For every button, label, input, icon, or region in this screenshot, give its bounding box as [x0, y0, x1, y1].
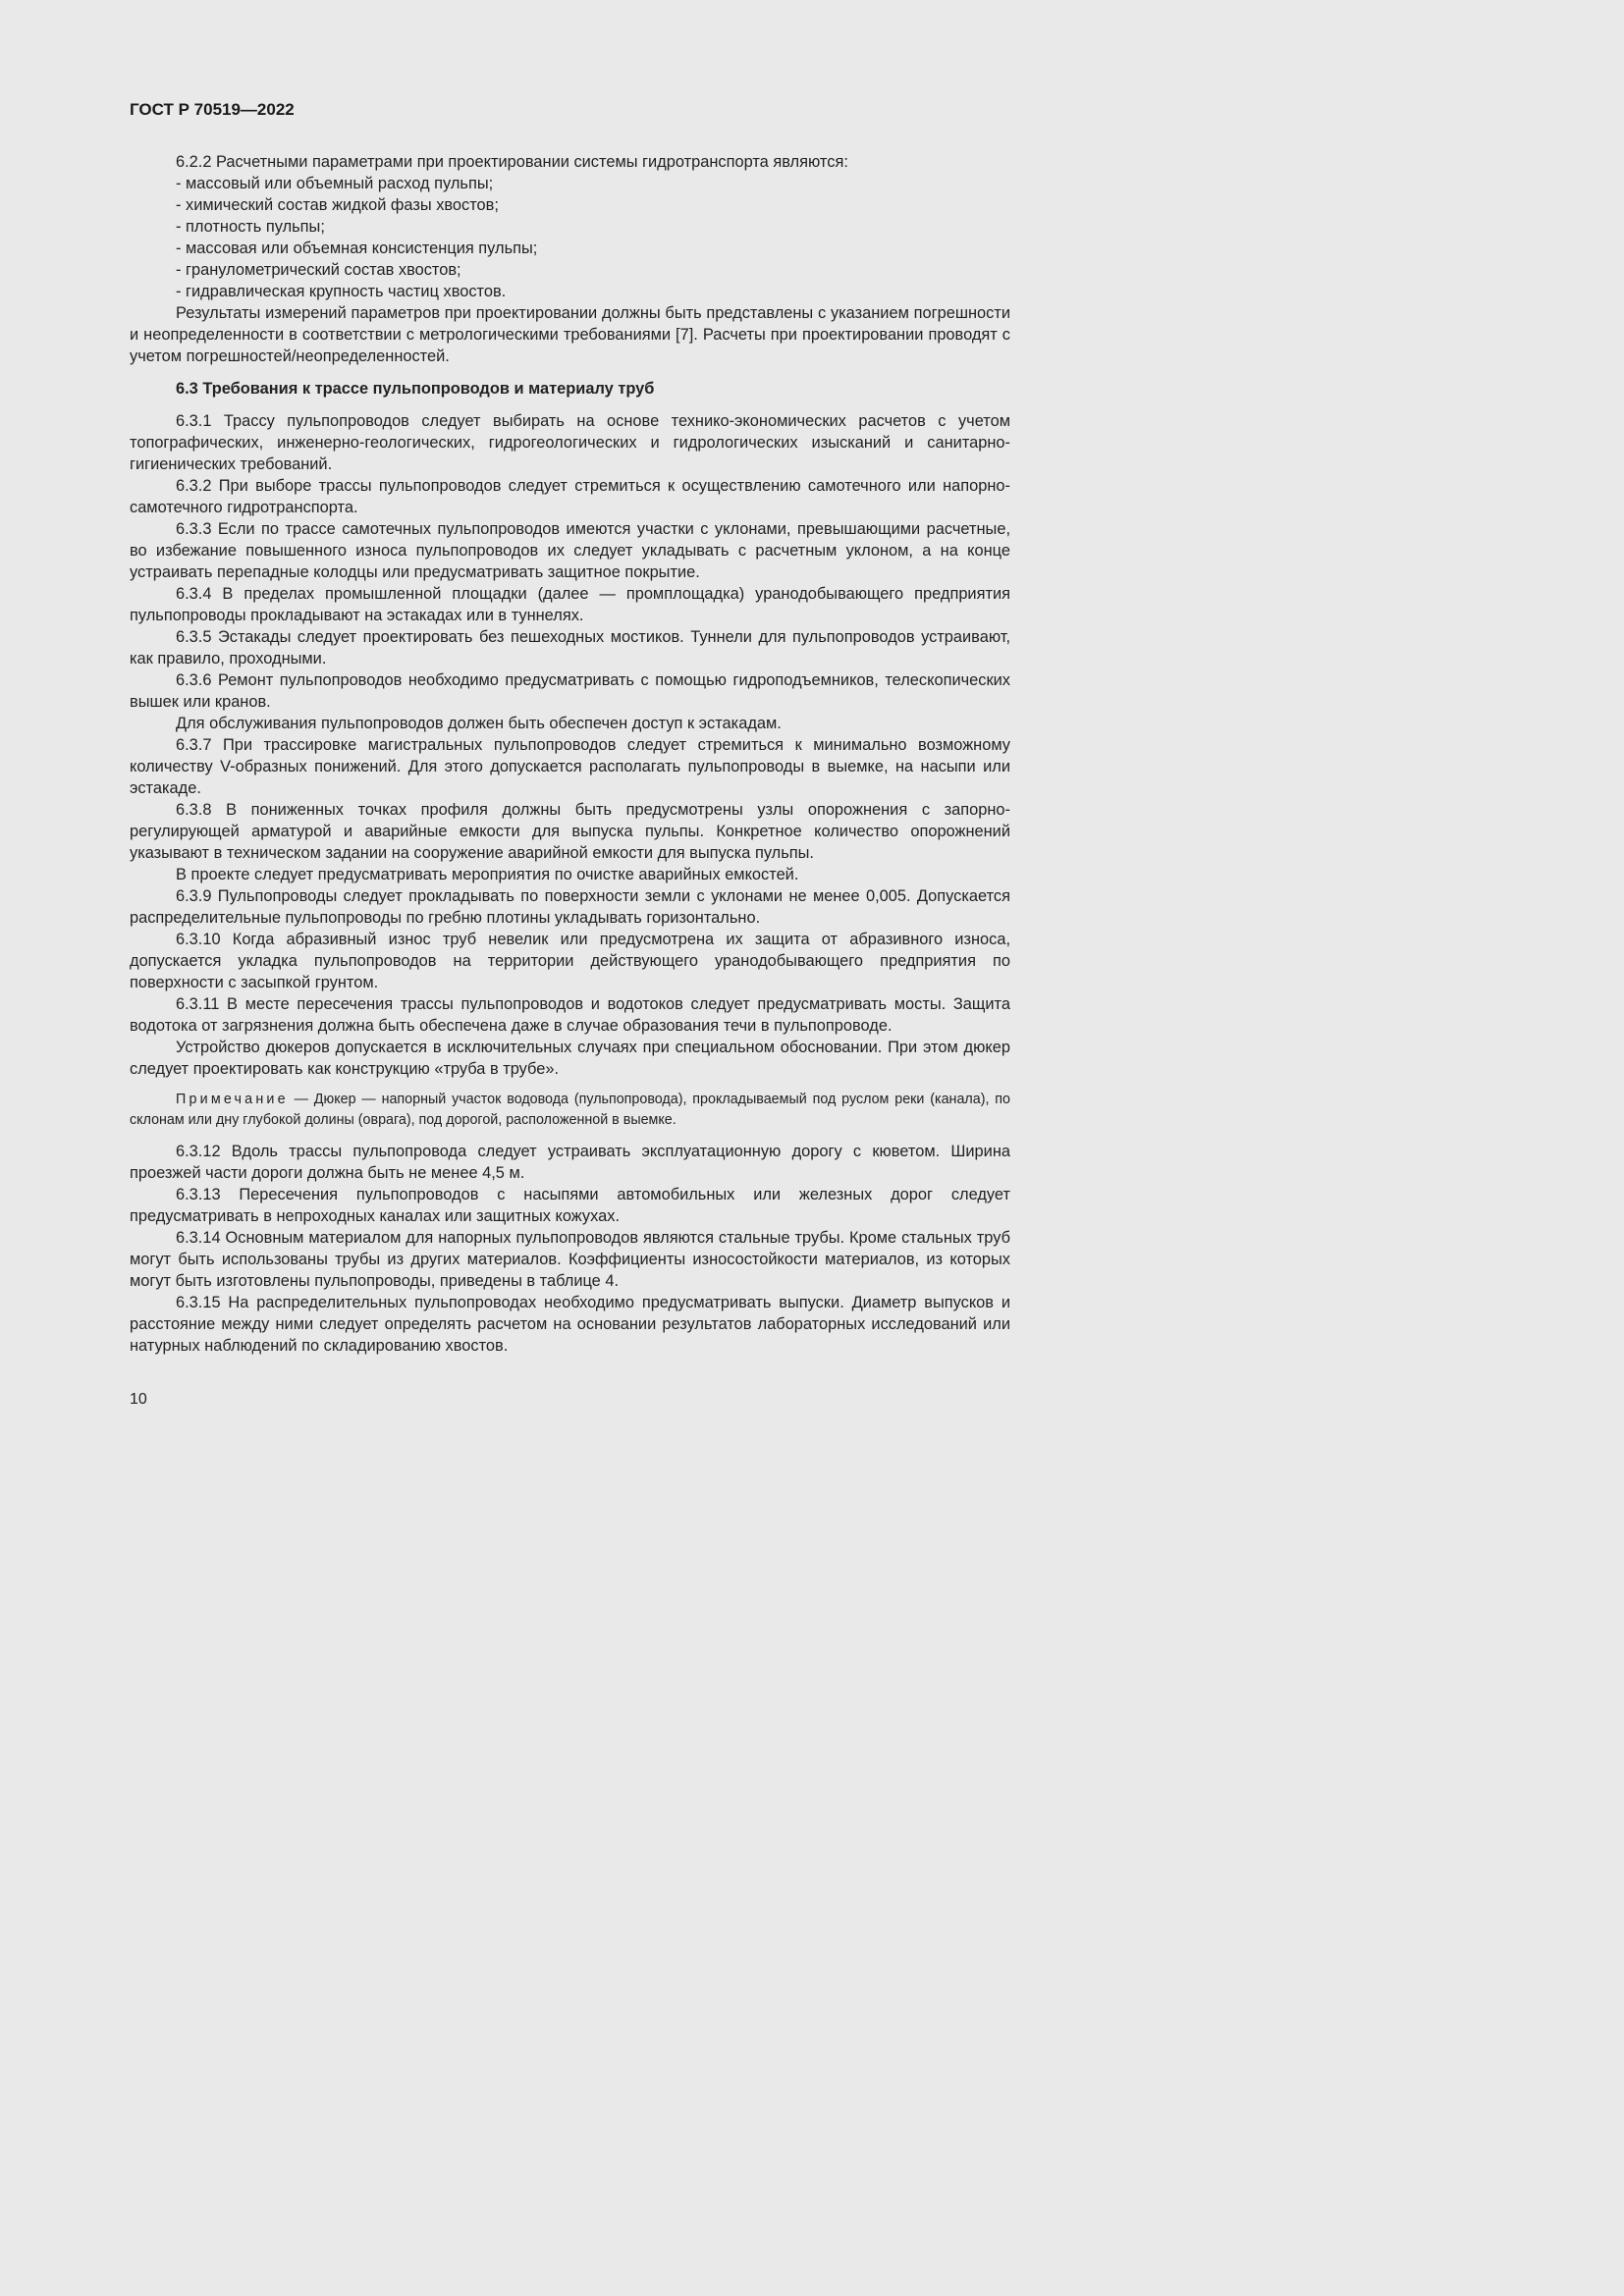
list-item: - массовая или объемная консистенция пульпы; — [176, 240, 538, 257]
paragraph-6-3-4: 6.3.4 В пределах промышленной площадки (далее — промплощадка) уранодобывающего предприятия пульпопроводы прокладывают на эстакадах или в туннелях. — [130, 585, 1010, 624]
paragraph-6-3-8: 6.3.8 В пониженных точках профиля должны быть предусмотрены узлы опорожнения с запорно-регулирующей арматурой и аварийные емкости для выпуска пульпы. Конкретное количество опорожнений указывают в техническом задании на сооружение аварийной емкости для выпуска пульпы. — [130, 801, 1010, 862]
document-body — [130, 151, 1010, 1357]
paragraph-6-2-2: 6.2.2 Расчетными параметрами при проектировании системы гидротранспорта являются: — [176, 153, 848, 171]
paragraph-6-3-10: 6.3.10 Когда абразивный износ труб невелик или предусмотрена их защита от абразивного износа, допускается укладка пульпопроводов на территории действующего уранодобывающего предприятия по поверхности с засыпкой грунтом. — [130, 931, 1010, 991]
list-item: - химический состав жидкой фазы хвостов; — [176, 196, 499, 214]
paragraph-results: Результаты измерений параметров при проектировании должны быть представлены с указанием погрешности и неопределенности в соответствии с метрологическими требованиями [7]. Расчеты при проектировании проводят с учетом погрешностей/неопределенностей. — [130, 304, 1010, 365]
paragraph-maintenance-access: Для обслуживания пульпопроводов должен быть обеспечен доступ к эстакадам. — [176, 715, 782, 732]
list-item: - массовый или объемный расход пульпы; — [176, 175, 494, 192]
page-number: 10 — [130, 1391, 147, 1408]
note-text: — Дюкер — напорный участок водовода (пульпопровода), прокладываемый под руслом реки (канала), по склонам или дну глубокой долины (оврага), под дорогой, расположенной в выемке. — [130, 1092, 1010, 1128]
paragraph-6-3-12: 6.3.12 Вдоль трассы пульпопровода следует устраивать эксплуатационную дорогу с кюветом. Ширина проезжей части дороги должна быть не менее 4,5 м. — [130, 1143, 1010, 1182]
document-page — [0, 0, 1089, 1539]
paragraph-emergency-cleaning: В проекте следует предусматривать мероприятия по очистке аварийных емкостей. — [176, 866, 799, 883]
list-item: - гидравлическая крупность частиц хвостов. — [176, 283, 507, 300]
paragraph-6-3-6: 6.3.6 Ремонт пульпопроводов необходимо предусматривать с помощью гидроподъемников, телескопических вышек или кранов. — [130, 671, 1010, 711]
paragraph-6-3-1: 6.3.1 Трассу пульпопроводов следует выбирать на основе технико-экономических расчетов с учетом топографических, инженерно-геологических, гидрогеологических и гидрологических изысканий и санитарно-гигиенических требований. — [130, 412, 1010, 473]
paragraph-6-3-13: 6.3.13 Пересечения пульпопроводов с насыпями автомобильных или железных дорог следует предусматривать в непроходных каналах или защитных кожухах. — [130, 1186, 1010, 1225]
paragraph-duker: Устройство дюкеров допускается в исключительных случаях при специальном обосновании. При этом дюкер следует проектировать как конструкцию «труба в трубе». — [130, 1039, 1010, 1078]
paragraph-6-3-7: 6.3.7 При трассировке магистральных пульпопроводов следует стремиться к минимально возможному количеству V-образных понижений. Для этого допускается располагать пульпопроводы в выемке, на насыпи или эстакаде. — [130, 736, 1010, 797]
section-heading-6-3: 6.3 Требования к трассе пульпопроводов и материалу труб — [176, 380, 655, 398]
paragraph-6-3-9: 6.3.9 Пульпопроводы следует прокладывать по поверхности земли с уклонами не менее 0,005. Допускается распределительные пульпопроводы по гребню плотины укладывать горизонтально. — [130, 887, 1010, 927]
note — [130, 1090, 1010, 1131]
paragraph-6-3-14: 6.3.14 Основным материалом для напорных пульпопроводов являются стальные трубы. Кроме стальных труб могут быть использованы трубы из других материалов. Коэффициенты износостойкости материалов, из которых могут быть изготовлены пульпопроводы, приведены в таблице 4. — [130, 1229, 1010, 1290]
paragraph-6-3-3: 6.3.3 Если по трассе самотечных пульпопроводов имеются участки с уклонами, превышающими расчетные, во избежание повышенного износа пульпопроводов их следует укладывать с расчетным уклоном, а на конце устраивать перепадные колодцы или предусматривать защитное покрытие. — [130, 520, 1010, 581]
list-item: - плотность пульпы; — [176, 218, 325, 236]
paragraph-6-3-11: 6.3.11 В месте пересечения трассы пульпопроводов и водотоков следует предусматривать мосты. Защита водотока от загрязнения должна быть обеспечена даже в случае образования течи в пульпопроводе. — [130, 995, 1010, 1035]
document-header: ГОСТ Р 70519—2022 — [130, 100, 295, 119]
paragraph-6-3-2: 6.3.2 При выборе трассы пульпопроводов следует стремиться к осуществлению самотечного или напорно-самотечного гидротранспорта. — [130, 477, 1010, 516]
paragraph-6-3-15: 6.3.15 На распределительных пульпопроводах необходимо предусматривать выпуски. Диаметр выпусков и расстояние между ними следует определять расчетом на основании результатов лабораторных исследований или натурных наблюдений по складированию хвостов. — [130, 1294, 1010, 1355]
paragraph-6-3-5: 6.3.5 Эстакады следует проектировать без пешеходных мостиков. Туннели для пульпопроводов устраивают, как правило, проходными. — [130, 628, 1010, 667]
note-label: Примечание — [176, 1092, 289, 1107]
list-item: - гранулометрический состав хвостов; — [176, 261, 461, 279]
